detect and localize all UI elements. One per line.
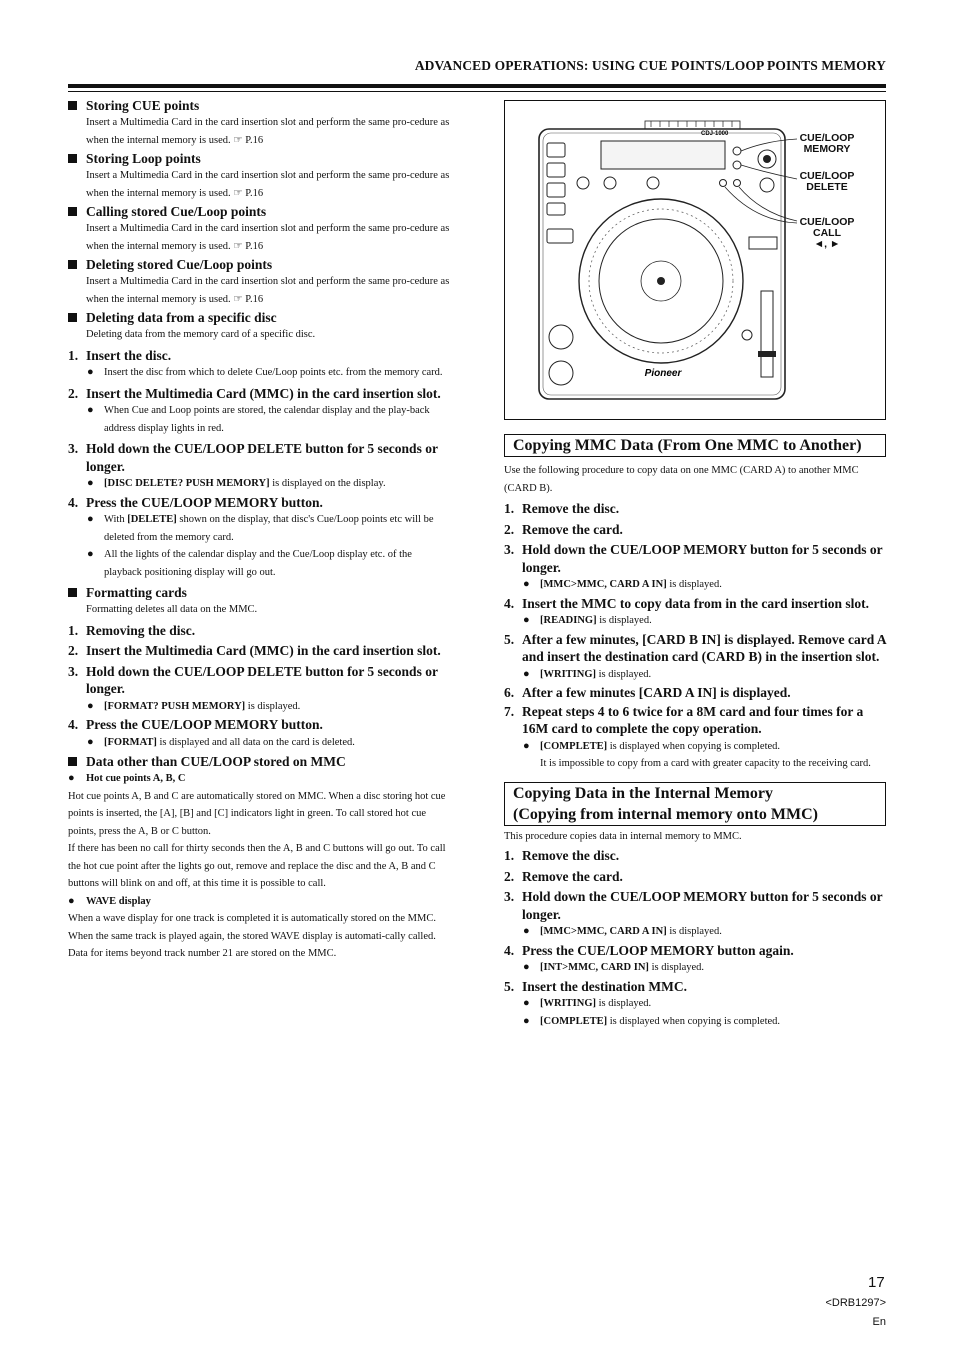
language-code: En: [872, 1316, 886, 1328]
step: 4. Press the CUE/LOOP MEMORY button.: [68, 494, 323, 510]
bullet-hotcue: ● Hot cue points A, B, C: [68, 772, 186, 784]
bullet: ● [FORMAT? PUSH MEMORY] is displayed.: [87, 699, 301, 712]
section-body: Insert a Multimedia Card in the card insertion slot and perform the same pro-cedure as when the internal memory is used. ☞ P.16: [86, 223, 450, 252]
step: 3. Hold down the CUE/LOOP MEMORY button for 5 seconds or longer.: [504, 542, 883, 575]
bullet: ● With [DELETE] shown on the display, that disc's Cue/Loop points etc will be deleted from the memory card.: [87, 513, 434, 543]
callout-cue-loop-delete: CUE/LOOP DELETE: [799, 170, 855, 193]
step: 4. Insert the MMC to copy data from in the card insertion slot.: [504, 595, 869, 611]
bullet: ● [WRITING] is displayed.: [523, 667, 652, 680]
section-body: Deleting data from the memory card of a specific disc.: [86, 329, 316, 340]
heading-copy-internal: Copying Data in the Internal Memory (Copying from internal memory onto MMC): [504, 782, 886, 826]
bullet: ● When Cue and Loop points are stored, the calendar display and the play-back address display lights in red.: [87, 404, 430, 434]
section-other-data: Data other than CUE/LOOP stored on MMC: [68, 753, 452, 770]
bullet-wave: ● WAVE display: [68, 894, 151, 907]
step: 2. Remove the card.: [504, 521, 623, 537]
section-calling: Calling stored Cue/Loop points: [68, 203, 452, 220]
document-code: <DRB1297>: [825, 1297, 886, 1309]
step: 1. Remove the disc.: [504, 848, 620, 863]
bullet: ● [WRITING] is displayed.: [523, 997, 652, 1009]
step: 5. After a few minutes, [CARD B IN] is displayed. Remove card A and insert the destination card (CARD B) in the insertion slot.: [504, 631, 886, 664]
section-delete-disc: Deleting data from a specific disc: [68, 309, 452, 326]
page-header: ADVANCED OPERATIONS: USING CUE POINTS/LOOP POINTS MEMORY: [414, 58, 886, 73]
step: 3. Hold down the CUE/LOOP MEMORY button for 5 seconds or longer.: [504, 889, 883, 922]
bullet: ● [COMPLETE] is displayed when copying is completed.: [523, 1014, 781, 1027]
step: 3. Hold down the CUE/LOOP DELETE button for 5 seconds or longer.: [68, 663, 438, 696]
copy-mmc-intro: Use the following procedure to copy data on one MMC (CARD A) to another MMC (CARD B).: [504, 465, 859, 494]
header-rule-thin: [68, 91, 886, 92]
section-body: Insert a Multimedia Card in the card insertion slot and perform the same pro-cedure as when the internal memory is used. ☞ P.16: [86, 276, 450, 305]
model-label: CDJ-1000: [701, 131, 729, 137]
section-body: Insert a Multimedia Card in the card insertion slot and perform the same pro-cedure as when the internal memory is used. ☞ P.16: [86, 117, 450, 146]
bullet: ● [FORMAT] is displayed and all data on the card is deleted.: [87, 735, 355, 748]
bullet-note: It is impossible to copy from a card with greater capacity to the receiving card.: [540, 758, 871, 769]
step: 7. Repeat steps 4 to 6 twice for a 8M card and four times for a 16M card to complete the copy operation.: [504, 703, 864, 736]
step: 3. Hold down the CUE/LOOP DELETE button for 5 seconds or longer.: [68, 441, 438, 474]
section-storing-loop: Storing Loop points: [68, 150, 452, 167]
bullet: ● [MMC>MMC, CARD A IN] is displayed.: [523, 578, 722, 590]
bullet: ● [DISC DELETE? PUSH MEMORY] is displayed on the display.: [87, 477, 386, 489]
left-column: [68, 96, 452, 963]
step: 4. Press the CUE/LOOP MEMORY button again.: [504, 942, 794, 958]
right-column: [504, 434, 886, 1030]
bullet: ● Insert the disc from which to delete Cue/Loop points etc. from the memory card.: [87, 366, 443, 378]
step: 2. Remove the card.: [504, 868, 623, 884]
bullet: ● [MMC>MMC, CARD A IN] is displayed.: [523, 925, 722, 937]
step: 1. Remove the disc.: [504, 501, 620, 516]
heading-copy-mmc: Copying MMC Data (From One MMC to Another): [504, 434, 886, 457]
bullet: ● All the lights of the calendar display and the Cue/Loop display etc. of the playback positioning display will go out.: [87, 548, 412, 578]
brand-logo: Pioneer: [644, 368, 682, 379]
device-figure: [504, 100, 886, 420]
step: 1. Removing the disc.: [68, 622, 196, 638]
hotcue-paragraph-2: If there has been no call for thirty seconds then the A, B and C buttons will go out. To call the hot cue point after the lights go out, remove and replace the disc and the A, B and C buttons will blink on and off, at this time it is possible to call.: [68, 843, 446, 889]
bullet: ● [COMPLETE] is displayed when copying is completed.: [523, 739, 781, 752]
header-rule: [68, 84, 886, 88]
section-body: Formatting deletes all data on the MMC.: [86, 604, 258, 615]
callout-cue-loop-call: CUE/LOOP CALL ◄, ►: [799, 216, 855, 250]
step: 4. Press the CUE/LOOP MEMORY button.: [68, 717, 323, 732]
callout-cue-loop-memory: CUE/LOOP MEMORY: [799, 132, 855, 155]
step: 2. Insert the Multimedia Card (MMC) in the card insertion slot.: [68, 643, 441, 658]
bullet: ● [INT>MMC, CARD IN] is displayed.: [523, 961, 705, 973]
step: 6. After a few minutes [CARD A IN] is displayed.: [504, 685, 791, 700]
section-storing-cue: Storing CUE points: [68, 97, 452, 114]
step: 2. Insert the Multimedia Card (MMC) in the card insertion slot.: [68, 385, 441, 401]
page-number: 17: [868, 1274, 885, 1291]
section-body: Insert a Multimedia Card in the card insertion slot and perform the same pro-cedure as when the internal memory is used. ☞ P.16: [86, 170, 450, 199]
bullet: ● [READING] is displayed.: [523, 614, 652, 626]
hotcue-paragraph: Hot cue points A, B and C are automatically stored on MMC. When a disc storing hot cue points is inserted, the [A], [B] and [C] indicators light in green. To call stored hot cue points, press the A, B or C button.: [68, 790, 446, 837]
wave-paragraph: When a wave display for one track is completed it is automatically stored on the MMC. When the same track is played again, the stored WAVE display is automati-cally called. Data for items beyond track number 21 are stored on the MMC.: [68, 913, 436, 959]
copy-internal-intro: This procedure copies data in internal memory to MMC.: [504, 830, 742, 842]
step: 5. Insert the destination MMC.: [504, 978, 687, 994]
section-formatting: Formatting cards: [68, 584, 452, 601]
section-deleting: Deleting stored Cue/Loop points: [68, 256, 452, 273]
step: 1. Insert the disc.: [68, 347, 172, 363]
